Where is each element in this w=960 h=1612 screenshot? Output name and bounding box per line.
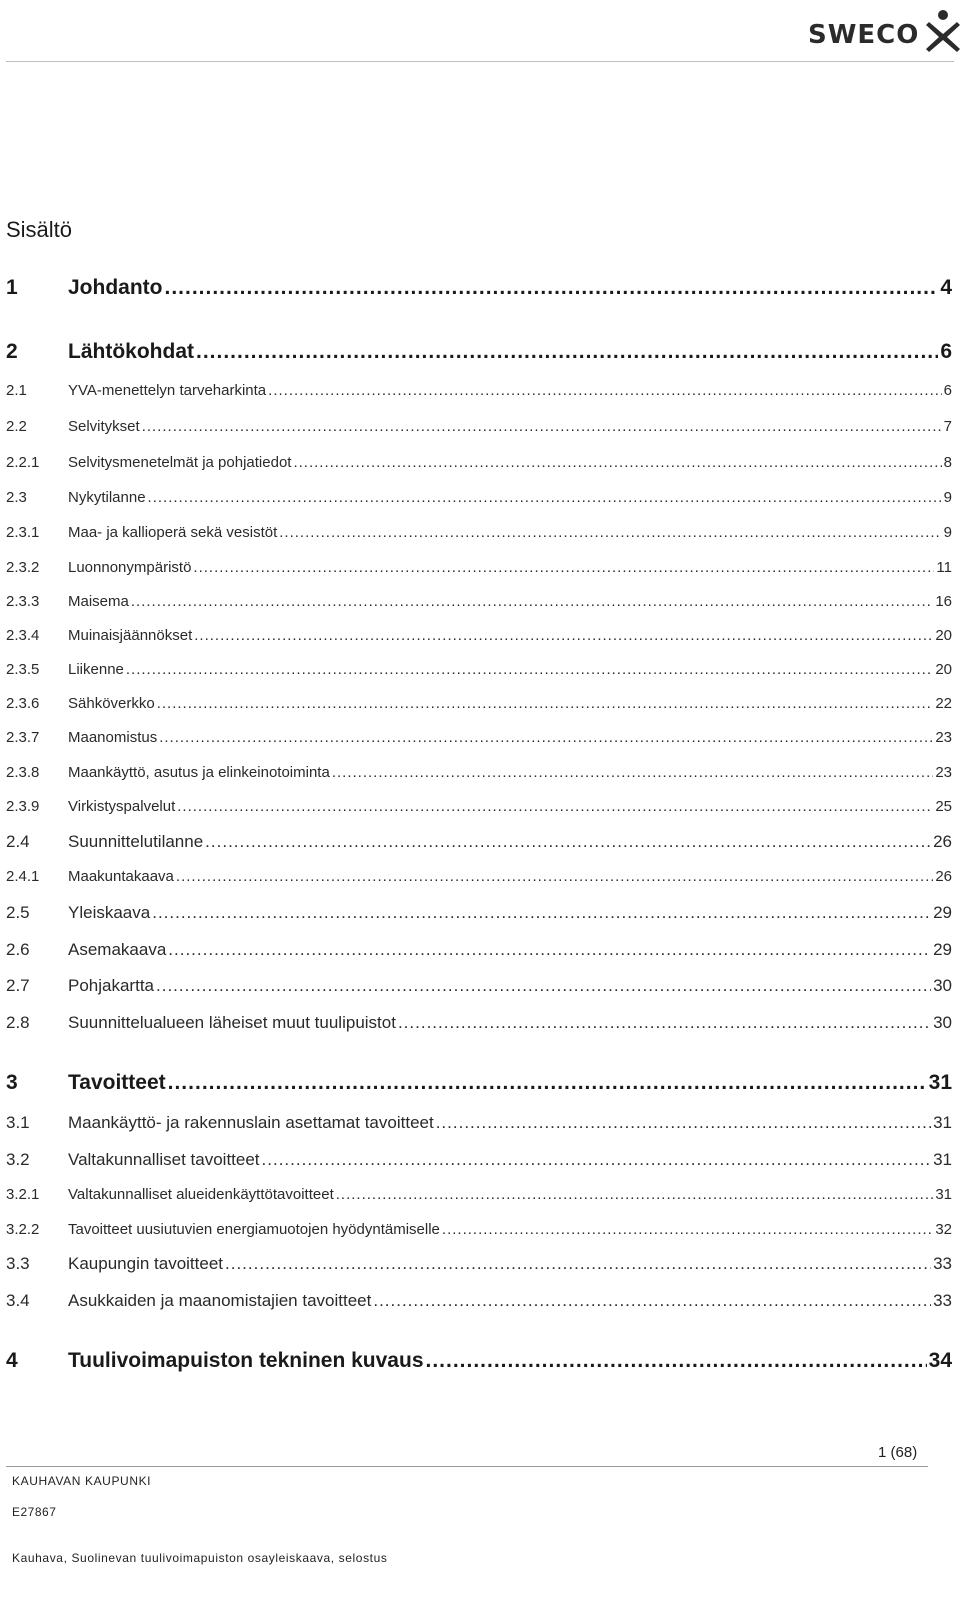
toc-number: 4 bbox=[6, 1349, 18, 1372]
toc-page-number: 11 bbox=[936, 559, 952, 576]
toc-page-number: 16 bbox=[935, 593, 952, 610]
toc-leader-dots bbox=[279, 524, 941, 541]
toc-number: 2.2 bbox=[6, 418, 27, 435]
toc-page-number: 8 bbox=[943, 454, 952, 471]
toc-label: Muinaisjäännökset bbox=[68, 627, 193, 644]
toc-label: Liikenne bbox=[68, 661, 124, 678]
toc-label: Tavoitteet uusiutuvien energiamuotojen hyödyntämiselle bbox=[68, 1221, 440, 1238]
toc-label: Valtakunnalliset alueidenkäyttötavoitteet bbox=[68, 1186, 334, 1203]
toc-entry[interactable] bbox=[6, 868, 952, 885]
toc-entry[interactable] bbox=[6, 1113, 952, 1133]
toc-page-number: 29 bbox=[933, 903, 952, 922]
toc-number: 2.6 bbox=[6, 940, 30, 959]
page-number: 1 (68) bbox=[878, 1444, 918, 1461]
toc-label: Selvitysmenetelmät ja pohjatiedot bbox=[68, 454, 292, 471]
toc-leader-dots bbox=[148, 489, 942, 506]
toc-page-number: 9 bbox=[943, 489, 952, 506]
toc-leader-dots bbox=[436, 1113, 931, 1133]
toc-number: 3.2 bbox=[6, 1150, 30, 1169]
toc-page-number: 20 bbox=[935, 627, 952, 644]
toc-number: 1 bbox=[6, 276, 18, 299]
toc-number: 2 bbox=[6, 340, 18, 363]
toc-leader-dots bbox=[442, 1221, 933, 1238]
toc-leader-dots bbox=[165, 276, 939, 300]
toc-entry[interactable] bbox=[6, 418, 952, 435]
toc-number: 2.4 bbox=[6, 832, 30, 851]
toc-entry[interactable] bbox=[6, 729, 952, 746]
toc-entry[interactable] bbox=[6, 976, 952, 996]
toc-entry[interactable] bbox=[6, 798, 952, 815]
toc-label: Asukkaiden ja maanomistajien tavoitteet bbox=[68, 1291, 372, 1310]
toc-page-number: 26 bbox=[935, 868, 952, 885]
toc-label: YVA-menettelyn tarveharkinta bbox=[68, 382, 267, 399]
footer-document-title: Kauhava, Suolinevan tuulivoimapuiston osayleiskaava, selostus bbox=[12, 1551, 388, 1565]
toc-number: 2.3.2 bbox=[6, 559, 40, 576]
toc-leader-dots bbox=[168, 940, 931, 960]
toc-entry[interactable] bbox=[6, 1291, 952, 1311]
toc-number: 2.5 bbox=[6, 903, 30, 922]
toc-leader-dots bbox=[168, 1071, 927, 1095]
footer-project-code: E27867 bbox=[12, 1505, 57, 1519]
footer-client-name: KAUHAVAN KAUPUNKI bbox=[12, 1474, 152, 1488]
toc-entry[interactable] bbox=[6, 1013, 952, 1033]
toc-number: 2.3.1 bbox=[6, 524, 40, 541]
toc-number: 2.7 bbox=[6, 976, 30, 995]
toc-entry[interactable] bbox=[6, 340, 952, 364]
toc-label: Maanomistus bbox=[68, 729, 158, 746]
toc-label: Selvitykset bbox=[68, 418, 140, 435]
toc-page-number: 25 bbox=[935, 798, 952, 815]
toc-number: 2.3.7 bbox=[6, 729, 40, 746]
toc-entry[interactable] bbox=[6, 1349, 952, 1373]
toc-entry[interactable] bbox=[6, 559, 952, 576]
toc-entry[interactable] bbox=[6, 1186, 952, 1203]
toc-leader-dots bbox=[196, 340, 938, 364]
toc-page-number: 4 bbox=[940, 276, 952, 299]
toc-number: 2.1 bbox=[6, 382, 27, 399]
toc-number: 3.4 bbox=[6, 1291, 30, 1310]
toc-number: 2.3.5 bbox=[6, 661, 40, 678]
toc-entry[interactable] bbox=[6, 276, 952, 300]
toc-label: Virkistyspalvelut bbox=[68, 798, 176, 815]
toc-leader-dots bbox=[373, 1291, 931, 1311]
toc-leader-dots bbox=[293, 454, 941, 471]
toc-label: Sähköverkko bbox=[68, 695, 155, 712]
toc-number: 2.3 bbox=[6, 489, 27, 506]
toc-number: 3.2.1 bbox=[6, 1186, 40, 1203]
toc-label: Tuulivoimapuiston tekninen kuvaus bbox=[68, 1349, 424, 1372]
toc-leader-dots bbox=[159, 729, 933, 746]
toc-label: Johdanto bbox=[68, 276, 163, 299]
toc-number: 3 bbox=[6, 1071, 18, 1094]
toc-leader-dots bbox=[126, 661, 933, 678]
toc-page-number: 31 bbox=[933, 1150, 952, 1169]
toc-entry[interactable] bbox=[6, 454, 952, 471]
toc-page-number: 6 bbox=[943, 382, 952, 399]
toc-entry[interactable] bbox=[6, 382, 952, 399]
toc-label: Maankäyttö- ja rakennuslain asettamat tavoitteet bbox=[68, 1113, 434, 1132]
toc-page-number: 34 bbox=[928, 1349, 952, 1372]
toc-page-number: 23 bbox=[935, 729, 952, 746]
toc-number: 2.3.8 bbox=[6, 764, 40, 781]
toc-leader-dots bbox=[225, 1254, 931, 1274]
header-divider bbox=[6, 61, 954, 62]
toc-number: 2.3.3 bbox=[6, 593, 40, 610]
toc-leader-dots bbox=[262, 1150, 932, 1170]
toc-entry[interactable] bbox=[6, 832, 952, 852]
toc-entry[interactable] bbox=[6, 1150, 952, 1170]
toc-entry[interactable] bbox=[6, 764, 952, 781]
toc-number: 2.3.9 bbox=[6, 798, 40, 815]
toc-page-number: 31 bbox=[933, 1113, 952, 1132]
toc-number: 3.2.2 bbox=[6, 1221, 40, 1238]
toc-label: Suunnittelualueen läheiset muut tuulipuistot bbox=[68, 1013, 396, 1032]
toc-page-number: 31 bbox=[935, 1186, 952, 1203]
toc-page-number: 26 bbox=[933, 832, 952, 851]
toc-page-number: 33 bbox=[933, 1254, 952, 1273]
toc-number: 2.4.1 bbox=[6, 868, 40, 885]
sweco-mark-icon bbox=[923, 8, 960, 52]
toc-entry[interactable] bbox=[6, 661, 952, 678]
toc-entry[interactable] bbox=[6, 489, 952, 506]
toc-label: Lähtökohdat bbox=[68, 340, 194, 363]
toc-leader-dots bbox=[152, 903, 931, 923]
toc-label: Maakuntakaava bbox=[68, 868, 174, 885]
toc-label: Nykytilanne bbox=[68, 489, 146, 506]
toc-page-number: 33 bbox=[933, 1291, 952, 1310]
toc-leader-dots bbox=[398, 1013, 931, 1033]
toc-number: 2.3.4 bbox=[6, 627, 40, 644]
toc-label: Maa- ja kallioperä sekä vesistöt bbox=[68, 524, 278, 541]
toc-label: Kaupungin tavoitteet bbox=[68, 1254, 224, 1273]
footer-divider bbox=[6, 1466, 928, 1467]
toc-number: 3.1 bbox=[6, 1113, 30, 1132]
toc-entry[interactable] bbox=[6, 1071, 952, 1095]
toc-leader-dots bbox=[332, 764, 934, 781]
toc-page-number: 29 bbox=[933, 940, 952, 959]
toc-page-number: 30 bbox=[933, 1013, 952, 1032]
toc-page-number: 23 bbox=[935, 764, 952, 781]
toc-entry[interactable] bbox=[6, 593, 952, 610]
toc-leader-dots bbox=[131, 593, 933, 610]
toc-entry[interactable] bbox=[6, 903, 952, 923]
toc-label: Yleiskaava bbox=[68, 903, 151, 922]
toc-page-number: 6 bbox=[940, 340, 952, 363]
toc-number: 2.2.1 bbox=[6, 454, 40, 471]
toc-number: 2.8 bbox=[6, 1013, 30, 1032]
toc-entry[interactable] bbox=[6, 1221, 952, 1238]
toc-leader-dots bbox=[268, 382, 942, 399]
toc-label: Suunnittelutilanne bbox=[68, 832, 204, 851]
toc-entry[interactable] bbox=[6, 627, 952, 644]
toc-page-number: 31 bbox=[928, 1071, 952, 1094]
toc-page-number: 20 bbox=[935, 661, 952, 678]
toc-label: Maankäyttö, asutus ja elinkeinotoiminta bbox=[68, 764, 330, 781]
sweco-logo bbox=[808, 4, 960, 52]
toc-page-number: 30 bbox=[933, 976, 952, 995]
toc-page-number: 9 bbox=[943, 524, 952, 541]
toc-leader-dots bbox=[156, 976, 931, 996]
toc-leader-dots bbox=[194, 627, 933, 644]
toc-number: 3.3 bbox=[6, 1254, 30, 1273]
toc-page-number: 22 bbox=[935, 695, 952, 712]
toc-label: Maisema bbox=[68, 593, 129, 610]
toc-label: Asemakaava bbox=[68, 940, 167, 959]
toc-number: 2.3.6 bbox=[6, 695, 40, 712]
toc-leader-dots bbox=[142, 418, 942, 435]
toc-entry[interactable] bbox=[6, 524, 952, 541]
toc-leader-dots bbox=[177, 798, 933, 815]
toc-leader-dots bbox=[176, 868, 933, 885]
toc-leader-dots bbox=[193, 559, 934, 576]
toc-label: Luonnonympäristö bbox=[68, 559, 192, 576]
toc-label: Valtakunnalliset tavoitteet bbox=[68, 1150, 260, 1169]
toc-leader-dots bbox=[336, 1186, 934, 1203]
toc-page-number: 7 bbox=[943, 418, 952, 435]
toc-title: Sisältö bbox=[6, 217, 73, 242]
toc-leader-dots bbox=[157, 695, 934, 712]
toc-leader-dots bbox=[426, 1349, 927, 1373]
toc-entry[interactable] bbox=[6, 695, 952, 712]
toc-label: Tavoitteet bbox=[68, 1071, 166, 1094]
toc-entry[interactable] bbox=[6, 1254, 952, 1274]
toc-entry[interactable] bbox=[6, 940, 952, 960]
logo-text: SWECO bbox=[808, 20, 920, 50]
toc-label: Pohjakartta bbox=[68, 976, 154, 995]
toc-page-number: 32 bbox=[935, 1221, 952, 1238]
toc-leader-dots bbox=[205, 832, 931, 852]
